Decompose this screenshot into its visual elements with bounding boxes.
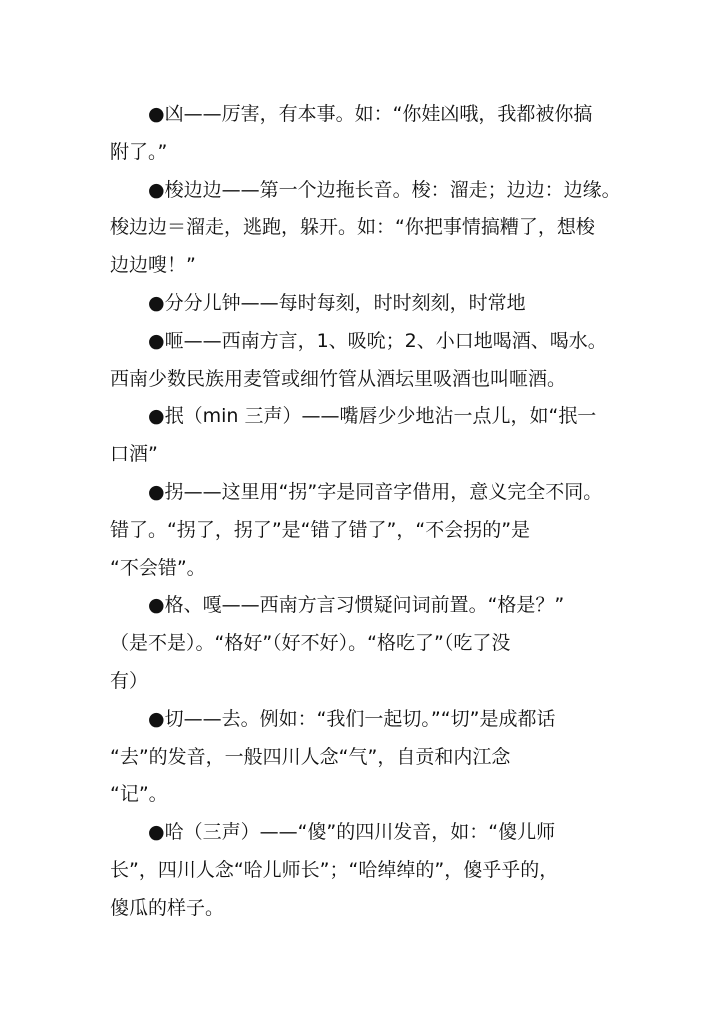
entry-ha: ●哈（三声）——“傻”的四川发音，如：“傻儿师 长”，四川人念“哈儿师长”；“哈绰绰的”，傻乎乎的， 傻瓜的样子。 — [110, 821, 559, 919]
entry-qie: ●切——去。例如：“我们一起切。”“切”是成都话 “去”的发音，一般四川人念“气”，自贡和内江念 “记”。 — [110, 707, 556, 806]
entry-za: ●咂——西南方言，1、吸吮；2、小口地喝酒、喝水。 西南少数民族用麦管或细竹管从酒坛里吸酒也叫咂酒。 — [110, 329, 607, 390]
entry-ge-ga: ●格、嘎——西南方言习惯疑问词前置。“格是？” （是不是）。“格好”（好不好）。“格吃了”（吃了没 有） — [110, 594, 565, 692]
entry-guai: ●拐——这里用“拐”字是同音字借用，意义完全不同。 错了。“拐了，拐了”是“错了错了”，“不会拐的”是 “不会错”。 — [110, 480, 603, 579]
entry-xiong: ●凶——厉害，有本事。如：“你娃凶哦，我都被你搞 附了。” — [110, 103, 593, 163]
entry-fen-fen-er-zhong: ●分分儿钟——每时每刻，时时刻刻，时常地 — [148, 291, 526, 314]
document-page — [110, 96, 630, 928]
entry-min: ●抿（min 三声）——嘴唇少少地沾一点儿，如“抿一 口酒” — [110, 405, 597, 466]
entry-suo-bian-bian: ●梭边边——第一个边拖长音。梭：溜走；边边：边缘。 梭边边＝溜走，逃跑，躲开。如：“你把事情搞糟了，想梭 边边嗖！” — [110, 178, 621, 277]
